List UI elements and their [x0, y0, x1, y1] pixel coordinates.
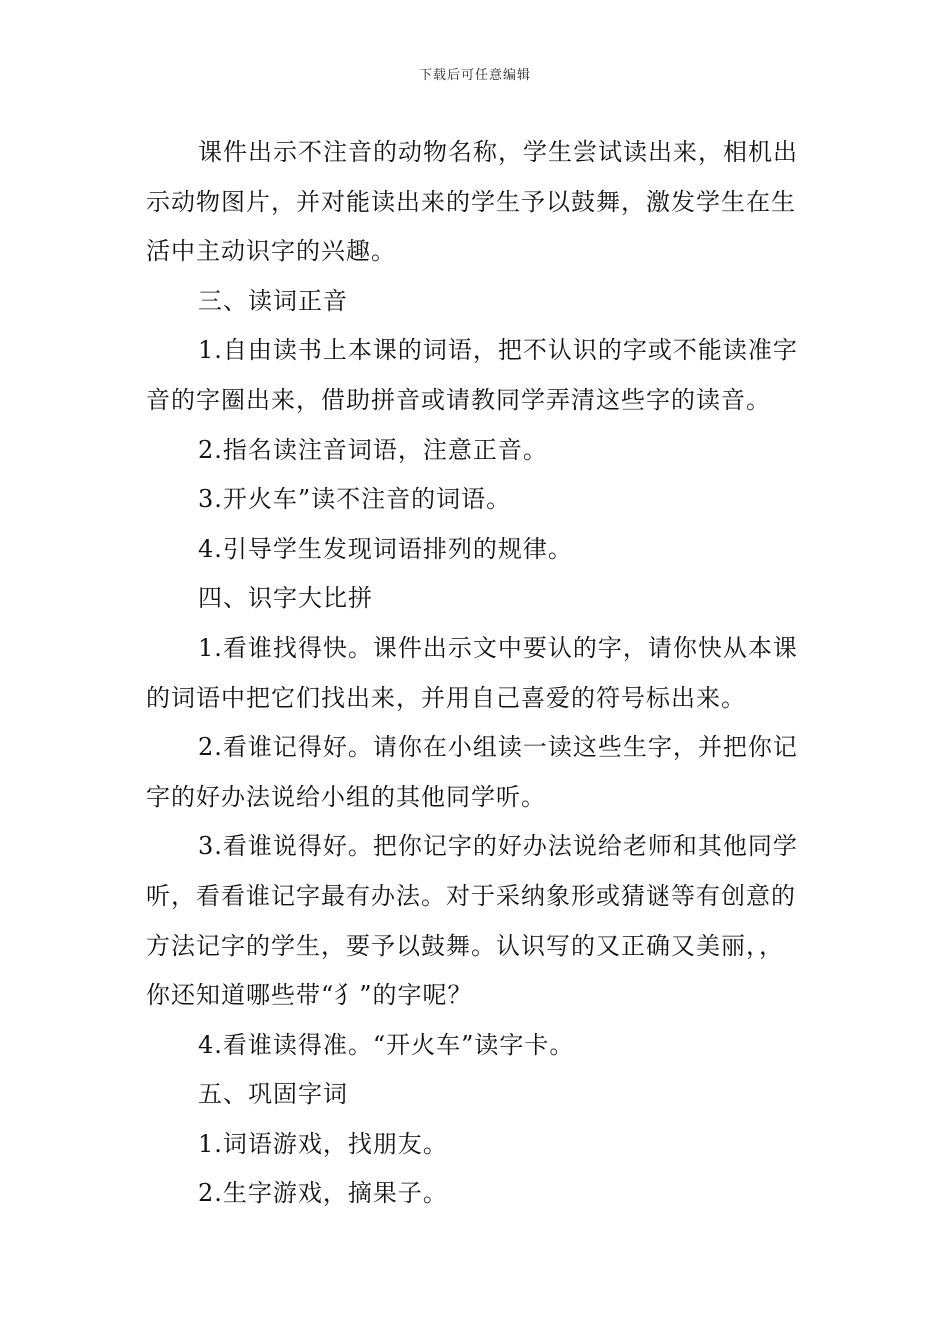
list-item: 4.引导学生发现词语排列的规律。: [198, 534, 573, 563]
document-body: [146, 128, 806, 1219]
section-heading-5: 五、巩固字词: [198, 1080, 348, 1109]
list-item: 3.开火车”读不注音的词语。: [198, 485, 512, 514]
section-heading-3: 三、读词正音: [198, 286, 348, 315]
list-item: 1.自由读书上本课的词语，把不认识的字或不能读准字音的字圈出来，借助拼音或请教同学弄清这些字的读音。: [146, 336, 798, 414]
paragraph-intro: 课件出示不注音的动物名称，学生尝试读出来，相机出示动物图片，并对能读出来的学生予以鼓舞，激发学生在生活中主动识字的兴趣。: [146, 138, 798, 266]
section-heading-4: 四、识字大比拼: [198, 584, 373, 613]
list-item: 1.词语游戏，找朋友。: [198, 1129, 448, 1158]
list-item: 1.看谁找得快。课件出示文中要认的字，请你快从本课的词语中把它们找出来，并用自己喜爱的符号标出来。: [146, 633, 798, 712]
list-item: 2.生字游戏，摘果子。: [198, 1179, 448, 1208]
page-header: 下载后可任意编辑: [418, 68, 531, 83]
list-item: 2.看谁记得好。请你在小组读一读这些生字，并把你记字的好办法说给小组的其他同学听。: [146, 733, 798, 811]
list-item: 4.看谁读得准。“开火车”读字卡。: [198, 1030, 575, 1059]
list-item: 3.看谁说得好。把你记字的好办法说给老师和其他同学听，看看谁记字最有办法。对于采纳象形或猜谜等有创意的方法记字的学生，要予以鼓舞。认识写的又正确又美丽，，你还知道哪些带“犭”的字呢？: [146, 832, 798, 1010]
list-item: 2.指名读注音词语，注意正音。: [198, 435, 548, 464]
